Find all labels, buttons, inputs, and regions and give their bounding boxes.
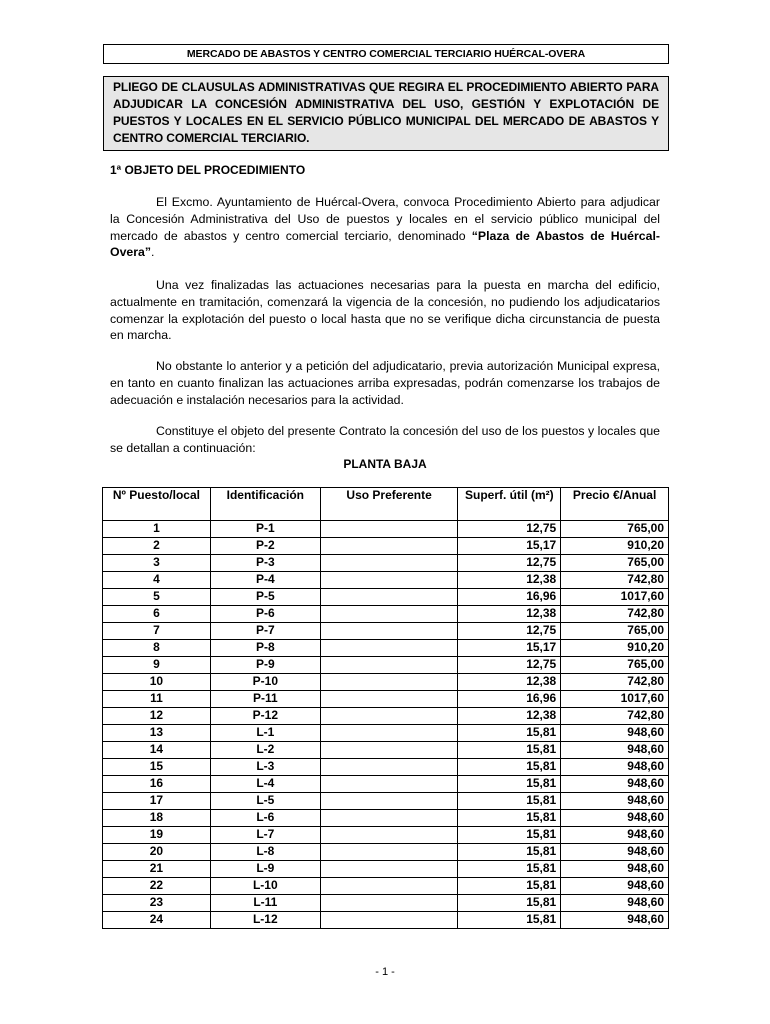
cell-identification: L-10 [210,878,320,895]
cell-preferred-use [320,606,458,623]
table-row [103,521,669,538]
cell-price: 910,20 [561,538,669,555]
cell-price: 742,80 [561,606,669,623]
cell-price: 948,60 [561,742,669,759]
paragraph-1 [110,194,660,261]
cell-stall-number: 17 [103,793,211,810]
cell-price: 948,60 [561,725,669,742]
cell-surface: 16,96 [458,691,561,708]
cell-identification: P-10 [210,674,320,691]
cell-surface: 15,81 [458,776,561,793]
cell-surface: 15,81 [458,827,561,844]
cell-identification: P-7 [210,623,320,640]
cell-identification: P-6 [210,606,320,623]
cell-surface: 12,38 [458,572,561,589]
table-row [103,827,669,844]
cell-stall-number: 5 [103,589,211,606]
table-row [103,912,669,929]
cell-surface: 12,75 [458,555,561,572]
cell-price: 1017,60 [561,589,669,606]
cell-identification: P-12 [210,708,320,725]
cell-stall-number: 2 [103,538,211,555]
cell-stall-number: 7 [103,623,211,640]
table-row [103,810,669,827]
cell-surface: 16,96 [458,589,561,606]
table-row [103,674,669,691]
cell-stall-number: 14 [103,742,211,759]
cell-surface: 15,81 [458,861,561,878]
section-heading: 1ª OBJETO DEL PROCEDIMIENTO [110,163,306,177]
table-row [103,759,669,776]
cell-preferred-use [320,810,458,827]
header-surface: Superf. útil (m²) [458,488,561,521]
cell-price: 948,60 [561,827,669,844]
paragraph-1-end: . [151,245,155,260]
cell-identification: P-2 [210,538,320,555]
cell-stall-number: 15 [103,759,211,776]
cell-price: 948,60 [561,861,669,878]
cell-surface: 12,38 [458,674,561,691]
cell-price: 742,80 [561,572,669,589]
table-row [103,895,669,912]
cell-preferred-use [320,691,458,708]
cell-preferred-use [320,657,458,674]
cell-surface: 12,75 [458,657,561,674]
cell-stall-number: 3 [103,555,211,572]
table-row [103,708,669,725]
cell-stall-number: 6 [103,606,211,623]
cell-preferred-use [320,538,458,555]
table-row [103,776,669,793]
paragraph-2: Una vez finalizadas las actuaciones necesarias para la puesta en marcha del edificio, actualmente en tramitación, comenzará la vigencia de la concesión, no pudiendo los adjudicatarios comenzar la explotación del puesto o local hasta que no se verifique dicha circunstancia de puesta en marcha. [110,278,660,343]
cell-surface: 15,81 [458,759,561,776]
cell-stall-number: 24 [103,912,211,929]
cell-preferred-use [320,776,458,793]
cell-identification: L-4 [210,776,320,793]
cell-preferred-use [320,759,458,776]
table-row [103,725,669,742]
cell-price: 742,80 [561,674,669,691]
cell-identification: P-11 [210,691,320,708]
page-number: - 1 - [375,966,395,978]
cell-stall-number: 19 [103,827,211,844]
cell-identification: L-9 [210,861,320,878]
cell-identification: P-1 [210,521,320,538]
cell-price: 742,80 [561,708,669,725]
cell-stall-number: 9 [103,657,211,674]
cell-stall-number: 13 [103,725,211,742]
cell-stall-number: 4 [103,572,211,589]
cell-price: 948,60 [561,776,669,793]
cell-identification: L-3 [210,759,320,776]
cell-price: 765,00 [561,555,669,572]
cell-surface: 15,81 [458,895,561,912]
cell-surface: 15,81 [458,793,561,810]
cell-preferred-use [320,827,458,844]
cell-stall-number: 1 [103,521,211,538]
cell-price: 948,60 [561,912,669,929]
cell-price: 948,60 [561,878,669,895]
table-row [103,878,669,895]
cell-surface: 12,75 [458,623,561,640]
table-title: PLANTA BAJA [343,457,427,471]
stalls-table [102,487,669,929]
cell-stall-number: 16 [103,776,211,793]
cell-identification: P-8 [210,640,320,657]
cell-preferred-use [320,742,458,759]
cell-price: 948,60 [561,793,669,810]
cell-price: 948,60 [561,810,669,827]
cell-identification: P-5 [210,589,320,606]
cell-identification: L-11 [210,895,320,912]
cell-identification: P-4 [210,572,320,589]
cell-stall-number: 21 [103,861,211,878]
paragraph-3: No obstante lo anterior y a petición del adjudicatario, previa autorización Municipal expresa, en tanto en cuanto finalizan las actuaciones arriba expresadas, podrán comenzarse los trabajos de adecuación e instalación necesarios para la actividad. [110,359,660,407]
paragraph-1-text: El Excmo. Ayuntamiento de Huércal-Overa, convoca Procedimiento Abierto para adjudicar la Concesión Administrativa del Uso de puestos y locales en el servicio público municipal del mercado de abastos y centro comercial terciario, denominado [110,195,660,243]
cell-preferred-use [320,725,458,742]
table-header-row [103,488,669,521]
cell-stall-number: 11 [103,691,211,708]
paragraph-1-bold: “Plaza de Abastos de Huércal-Overa” [110,228,660,260]
cell-surface: 15,81 [458,878,561,895]
header-preferred-use: Uso Preferente [320,488,458,521]
cell-surface: 12,38 [458,708,561,725]
cell-identification: L-1 [210,725,320,742]
cell-surface: 15,81 [458,844,561,861]
cell-identification: L-6 [210,810,320,827]
table-body [103,521,669,929]
cell-price: 765,00 [561,521,669,538]
header-identification: Identificación [210,488,320,521]
cell-preferred-use [320,589,458,606]
table-row [103,606,669,623]
cell-identification: L-7 [210,827,320,844]
cell-surface: 15,81 [458,742,561,759]
cell-preferred-use [320,861,458,878]
cell-surface: 15,81 [458,912,561,929]
paragraph-4: Constituye el objeto del presente Contrato la concesión del uso de los puestos y locales que se detallan a continuación: [110,424,660,455]
cell-price: 765,00 [561,623,669,640]
cell-preferred-use [320,912,458,929]
cell-identification: L-12 [210,912,320,929]
cell-preferred-use [320,674,458,691]
table-row [103,861,669,878]
cell-price: 765,00 [561,657,669,674]
cell-preferred-use [320,878,458,895]
cell-stall-number: 20 [103,844,211,861]
header-price: Precio €/Anual [561,488,669,521]
table-row [103,589,669,606]
header-stall-number: Nº Puesto/local [103,488,211,521]
cell-identification: P-3 [210,555,320,572]
cell-preferred-use [320,640,458,657]
cell-surface: 15,81 [458,725,561,742]
cell-surface: 12,38 [458,606,561,623]
cell-stall-number: 12 [103,708,211,725]
cell-surface: 12,75 [458,521,561,538]
cell-price: 910,20 [561,640,669,657]
cell-stall-number: 18 [103,810,211,827]
cell-surface: 15,17 [458,640,561,657]
cell-identification: L-8 [210,844,320,861]
cell-identification: L-5 [210,793,320,810]
cell-preferred-use [320,572,458,589]
cell-surface: 15,81 [458,810,561,827]
table-row [103,538,669,555]
table-row [103,572,669,589]
table-row [103,844,669,861]
document-header: MERCADO DE ABASTOS Y CENTRO COMERCIAL TERCIARIO HUÉRCAL-OVERA [103,44,669,64]
cell-price: 948,60 [561,844,669,861]
cell-stall-number: 10 [103,674,211,691]
cell-price: 948,60 [561,759,669,776]
table-row [103,555,669,572]
table-row [103,657,669,674]
cell-stall-number: 8 [103,640,211,657]
cell-preferred-use [320,844,458,861]
cell-preferred-use [320,623,458,640]
cell-preferred-use [320,895,458,912]
cell-stall-number: 22 [103,878,211,895]
cell-preferred-use [320,555,458,572]
cell-preferred-use [320,521,458,538]
cell-price: 948,60 [561,895,669,912]
table-row [103,742,669,759]
cell-stall-number: 23 [103,895,211,912]
cell-preferred-use [320,708,458,725]
cell-price: 1017,60 [561,691,669,708]
cell-identification: P-9 [210,657,320,674]
table-row [103,623,669,640]
document-title: PLIEGO DE CLAUSULAS ADMINISTRATIVAS QUE REGIRA EL PROCEDIMIENTO ABIERTO PARA ADJUDICAR LA CONCESIÓN ADMINISTRATIVA DEL USO, GESTIÓN Y EXPLOTACIÓN DE PUESTOS Y LOCALES EN EL SERVICIO PÚBLICO MUNICIPAL DEL MERCADO DE ABASTOS Y CENTRO COMERCIAL TERCIARIO. [103,76,669,151]
table-row [103,691,669,708]
cell-preferred-use [320,793,458,810]
cell-surface: 15,17 [458,538,561,555]
cell-identification: L-2 [210,742,320,759]
table-row [103,793,669,810]
table-row [103,640,669,657]
